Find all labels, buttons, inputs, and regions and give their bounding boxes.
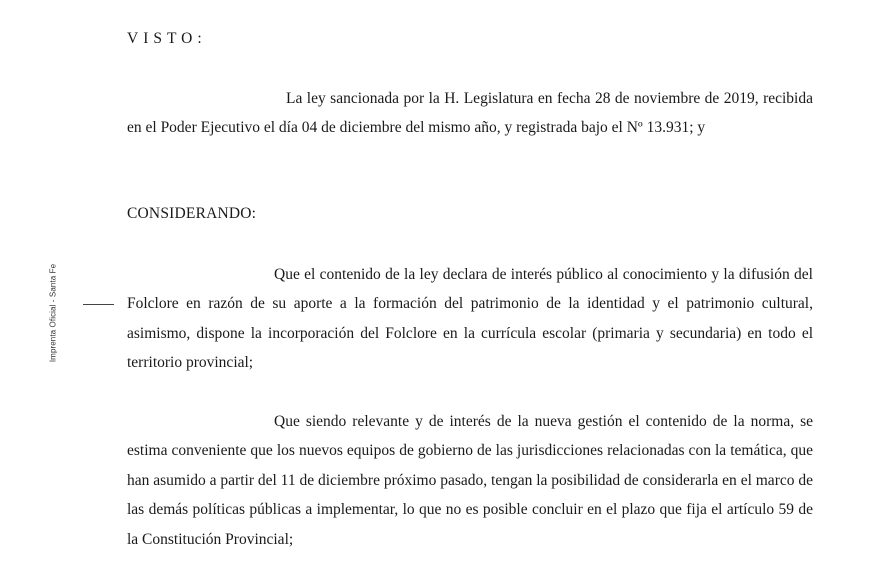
visto-heading: VISTO:: [127, 30, 207, 47]
considerando-paragraph-1: Que el contenido de la ley declara de interés público al conocimiento y la difusión del Folclore en razón de su aporte a la formación del patrimonio de la identidad y el patrimonio cultural, asimismo, dispone la incorporación del Folclore en la currícula escolar (primaria y secundaria) en todo el territorio provincial;: [127, 266, 813, 372]
visto-paragraph: La ley sancionada por la H. Legislatura en fecha 28 de noviembre de 2019, recibida en el Poder Ejecutivo el día 04 de diciembre del mismo año, y registrada bajo el Nº 13.931; y: [127, 90, 813, 137]
considerando-heading: CONSIDERANDO:: [127, 205, 257, 222]
margin-dash-mark: [83, 304, 114, 305]
considerando-paragraph-2: Que siendo relevante y de interés de la nueva gestión el contenido de la norma, se estima conveniente que los nuevos equipos de gobierno de las jurisdicciones relacionadas con la temática, que han asumido a partir del 11 de diciembre próximo pasado, tengan la posibilidad de considerarla en el marco de las demás políticas públicas a implementar, lo que no es posible concluir en el plazo que fija el artículo 59 de la Constitución Provincial;: [127, 413, 813, 548]
side-imprint-stamp: Imprenta Oficial - Santa Fe: [48, 263, 58, 363]
